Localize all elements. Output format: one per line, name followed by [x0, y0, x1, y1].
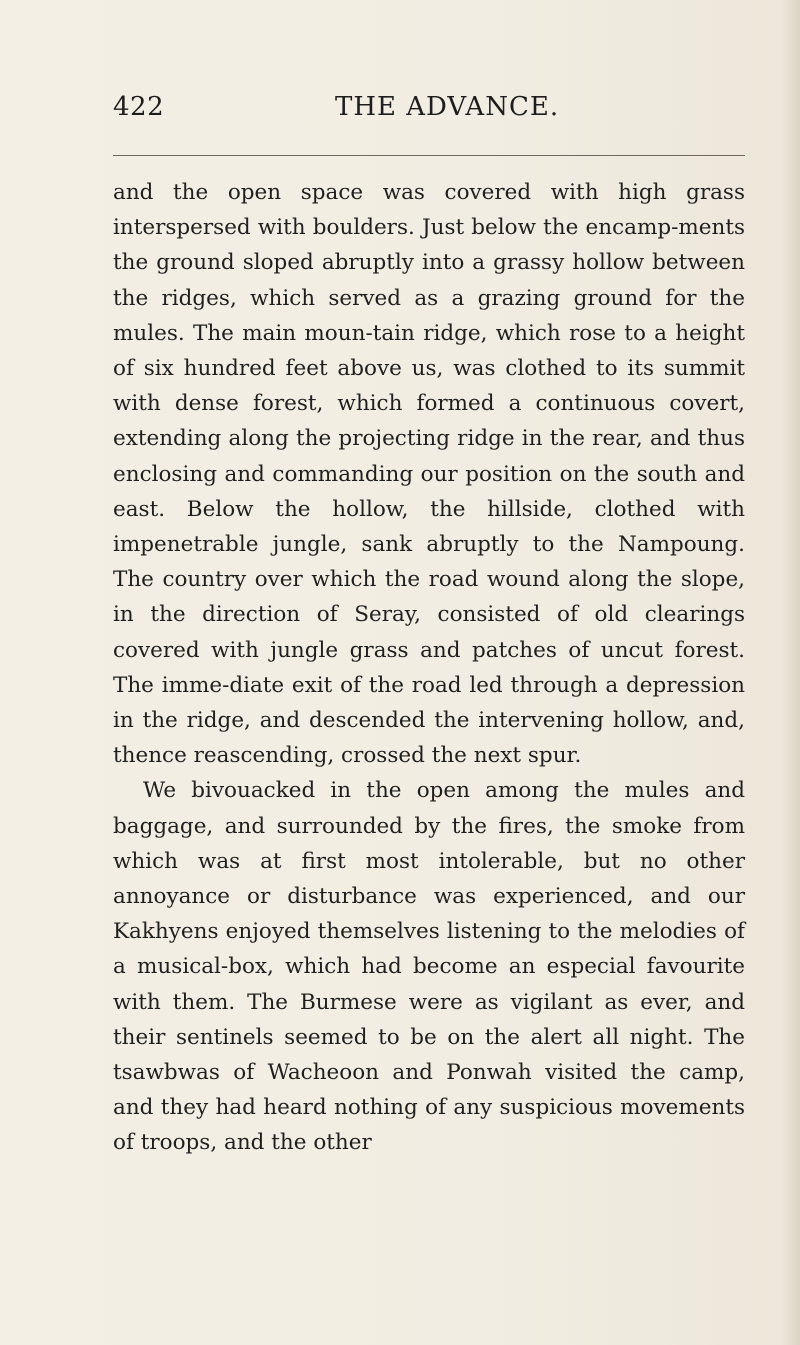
running-head-title: THE ADVANCE. — [335, 92, 560, 122]
page-number: 422 — [113, 92, 165, 122]
header-rule — [113, 155, 745, 156]
page-edge-shadow — [782, 0, 800, 1345]
body-text — [113, 175, 745, 1161]
running-head — [113, 92, 745, 132]
paragraph-2: We bivouacked in the open among the mules and baggage, and surrounded by the fires, the smoke from which was at first most intolerable, but no other annoyance or disturbance was experienced, and our Kakhyens enjoyed themselves listening to the melodies of a musical-box, which had become an especial favourite with them. The Burmese were as vigilant as ever, and their sentinels seemed to be on the alert all night. The tsawbwas of Wacheoon and Ponwah visited the camp, and they had heard nothing of any suspicious movements of troops, and the other — [113, 778, 745, 1156]
paragraph-1: and the open space was covered with high grass interspersed with boulders. Just below the encamp-ments the ground sloped abruptly into a grassy hollow between the ridges, which served as a grazing ground for the mules. The main moun-tain ridge, which rose to a height of six hundred feet above us, was clothed to its summit with dense forest, which formed a continuous covert, extending along the projecting ridge in the rear, and thus enclosing and commanding our position on the south and east. Below the hollow, the hillside, clothed with impenetrable jungle, sank abruptly to the Nampoung. The country over which the road wound along the slope, in the direction of Seray, consisted of old clearings covered with jungle grass and patches of uncut forest. The imme-diate exit of the road led through a depression in the ridge, and descended the intervening hollow, and, thence reascending, crossed the next spur. — [113, 180, 745, 769]
